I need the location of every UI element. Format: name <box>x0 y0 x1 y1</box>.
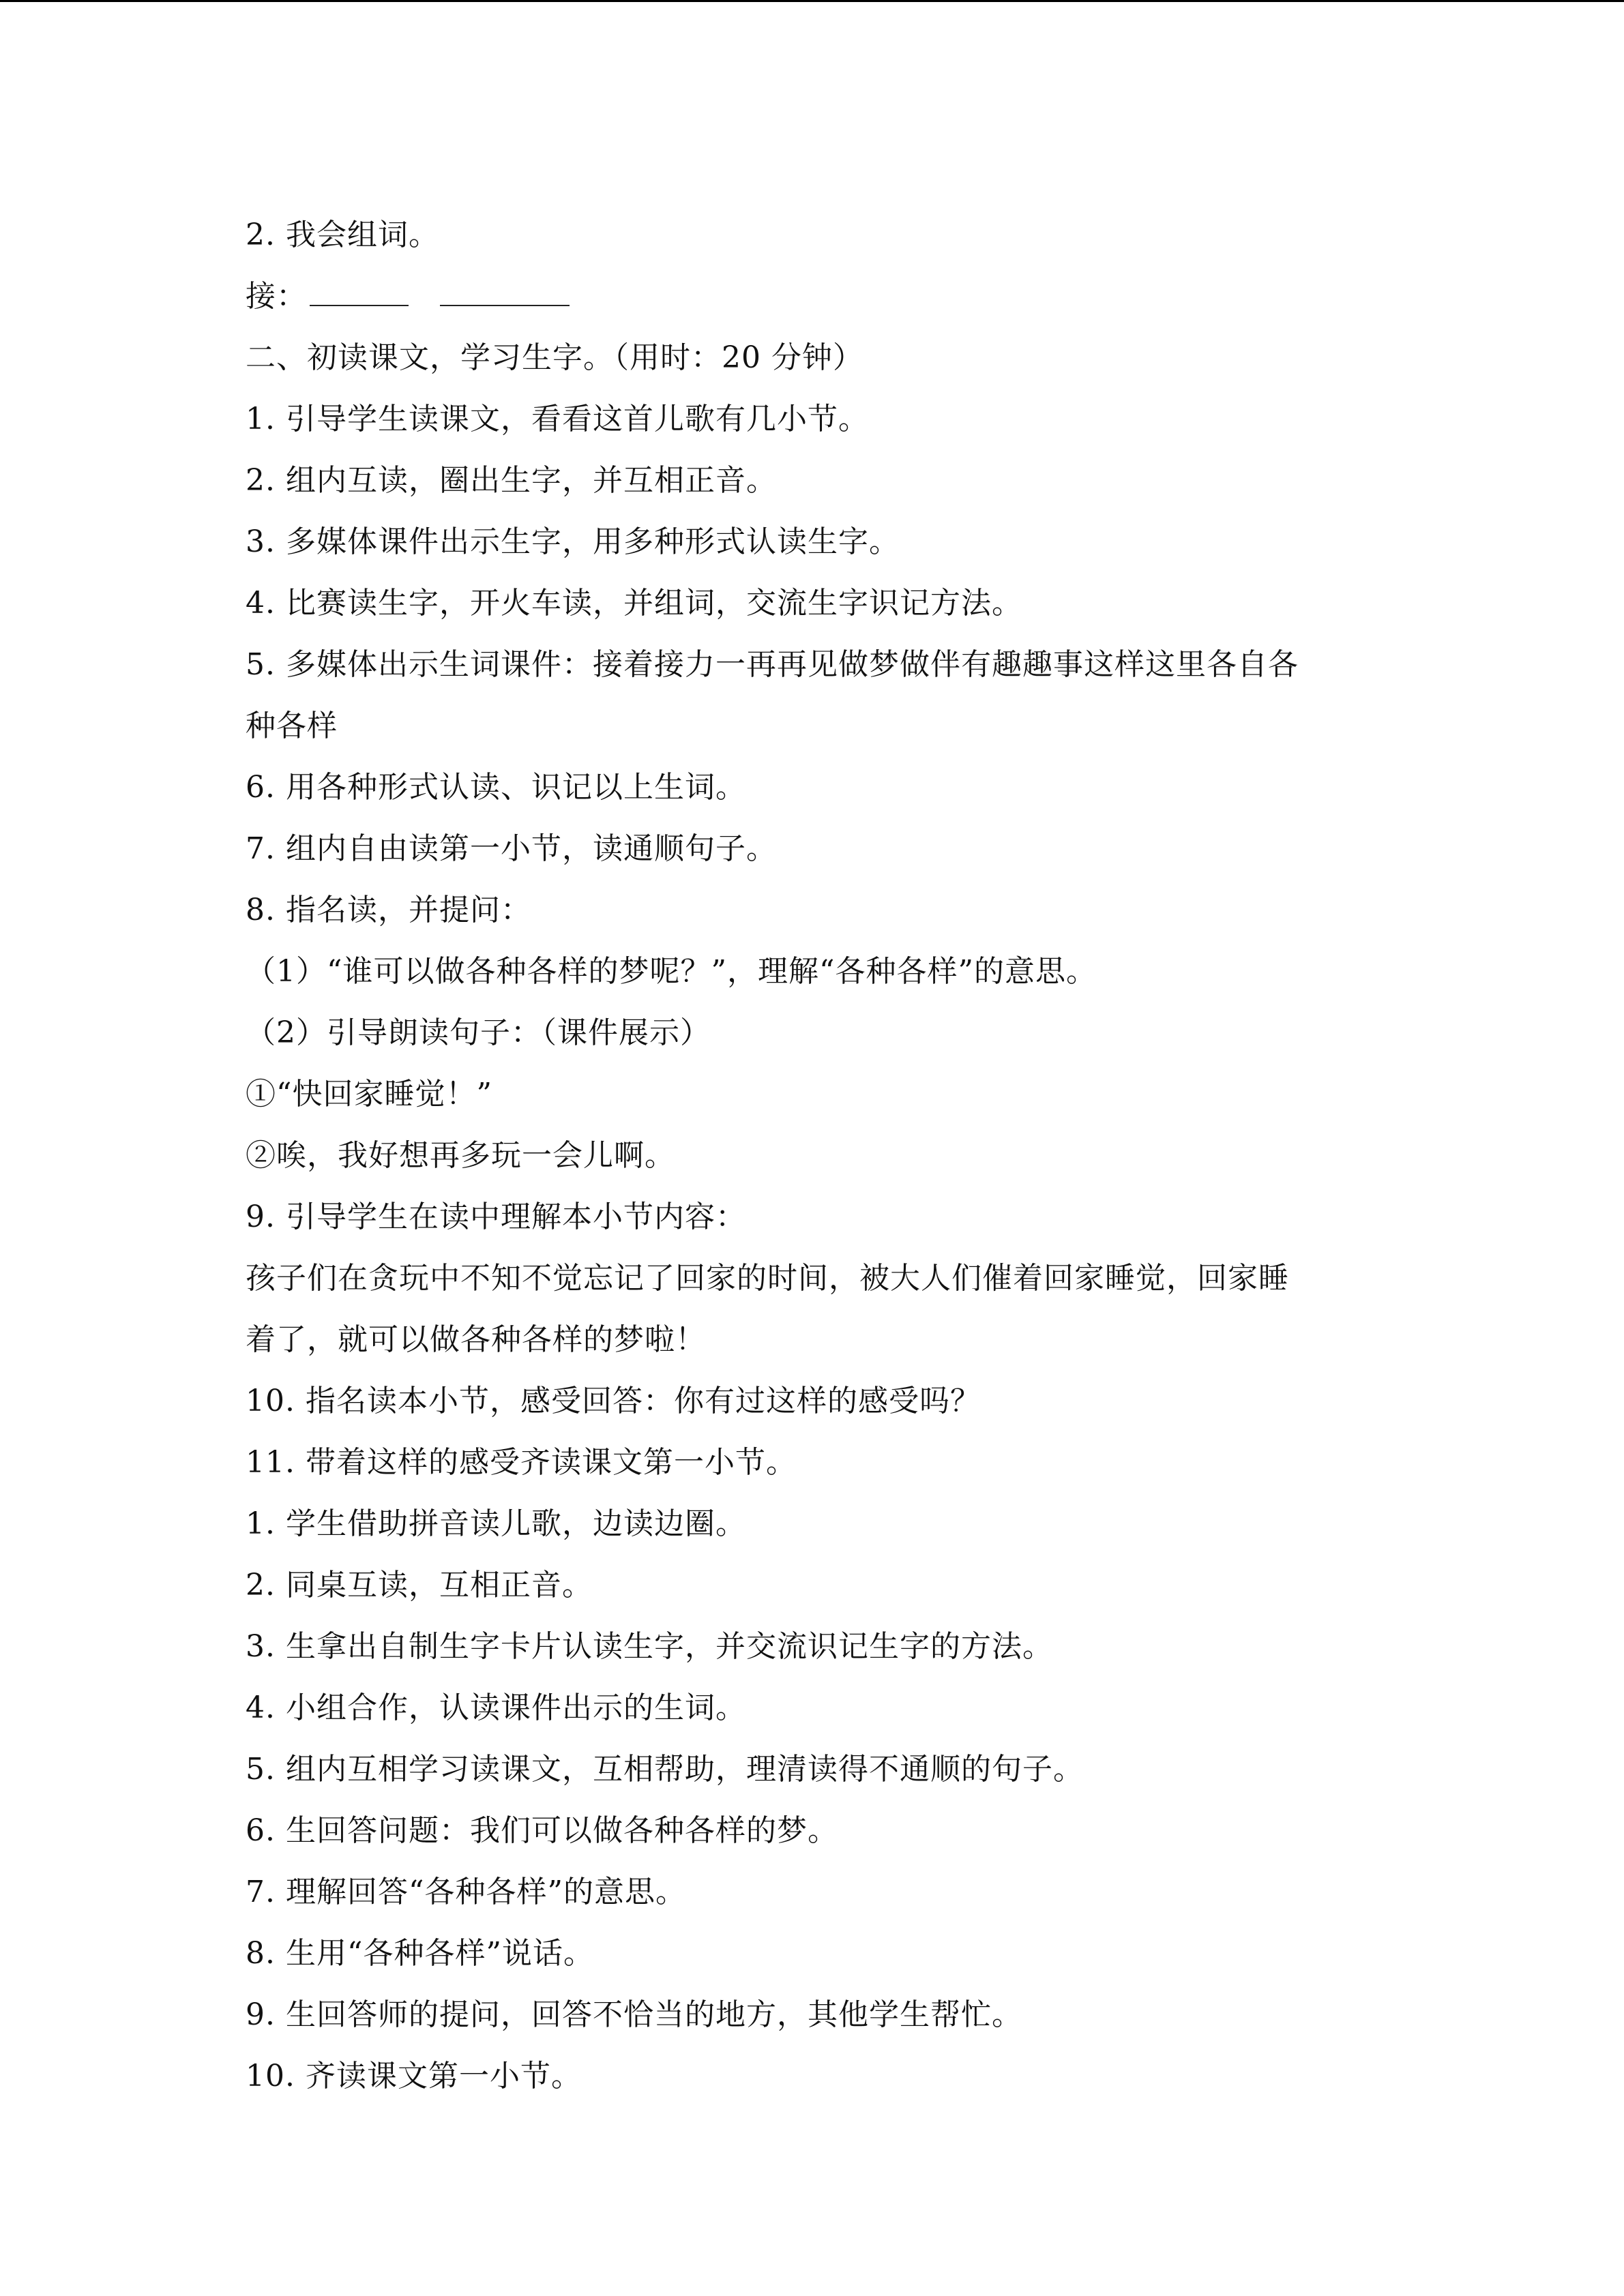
text-line: 孩子们在贪玩中不知不觉忘记了回家的时间，被大人们催着回家睡觉，回家睡 <box>246 1261 1289 1296</box>
text-line: 2. 同桌互读，互相正音。 <box>246 1568 593 1602</box>
text-line: 3. 生拿出自制生字卡片认读生字，并交流识记生字的方法。 <box>246 1629 1053 1664</box>
text-line: 11. 带着这样的感受齐读课文第一小节。 <box>246 1445 797 1480</box>
text-line: 10. 齐读课文第一小节。 <box>246 2059 582 2093</box>
section-heading: 二、初读课文，学习生字。（用时：20 分钟） <box>246 340 863 375</box>
text-line: 3. 多媒体课件出示生字，用多种形式认读生字。 <box>246 524 900 559</box>
item-heading-group-words: 2. 我会组词。 <box>246 218 439 252</box>
text-line: 2. 组内互读，圈出生字，并互相正音。 <box>246 463 777 498</box>
fill-in-line <box>246 266 1378 327</box>
text-line: ①“快回家睡觉！” <box>246 1077 492 1112</box>
text-line: 6. 生回答问题：我们可以做各种各样的梦。 <box>246 1813 838 1848</box>
text-line: 5. 组内互相学习读课文，互相帮助，理清读得不通顺的句子。 <box>246 1752 1084 1787</box>
text-line: 4. 比赛读生字，开火车读，并组词，交流生字识记方法。 <box>246 586 1022 621</box>
text-line: ②唉，我好想再多玩一会儿啊。 <box>246 1138 675 1173</box>
fill-in-blank-1[interactable] <box>310 278 409 306</box>
text-line: （2）引导朗读句子：（课件展示） <box>246 1015 711 1050</box>
document-body <box>246 205 1378 2107</box>
text-line: 9. 生回答师的提问，回答不恰当的地方，其他学生帮忙。 <box>246 1997 1022 2032</box>
text-line: 1. 引导学生读课文，看看这首儿歌有几小节。 <box>246 402 869 436</box>
text-line: 4. 小组合作，认读课件出示的生词。 <box>246 1690 746 1725</box>
text-line: 9. 引导学生在读中理解本小节内容： <box>246 1199 746 1234</box>
text-line: 6. 用各种形式认读、识记以上生词。 <box>246 770 746 805</box>
text-line: （1）“谁可以做各种各样的梦呢？”，理解“各种各样”的意思。 <box>246 954 1097 989</box>
text-line: 7. 组内自由读第一小节，读通顺句子。 <box>246 831 777 866</box>
fill-in-blank-2[interactable] <box>440 278 570 306</box>
text-line: 种各样 <box>246 709 338 743</box>
text-line: 10. 指名读本小节，感受回答：你有过这样的感受吗？ <box>246 1384 981 1418</box>
text-line: 5. 多媒体出示生词课件：接着接力一再再见做梦做伴有趣趣事这样这里各自各 <box>246 647 1299 682</box>
text-line: 8. 生用“各种各样”说话。 <box>246 1936 594 1971</box>
text-line: 1. 学生借助拼音读儿歌，边读边圈。 <box>246 1506 746 1541</box>
top-border-rule <box>0 0 1624 2</box>
text-line: 8. 指名读，并提问： <box>246 893 531 927</box>
text-line: 7. 理解回答“各种各样”的意思。 <box>246 1875 686 1909</box>
text-line: 着了，就可以做各种各样的梦啦！ <box>246 1322 706 1357</box>
fill-in-label: 接： <box>246 279 307 314</box>
